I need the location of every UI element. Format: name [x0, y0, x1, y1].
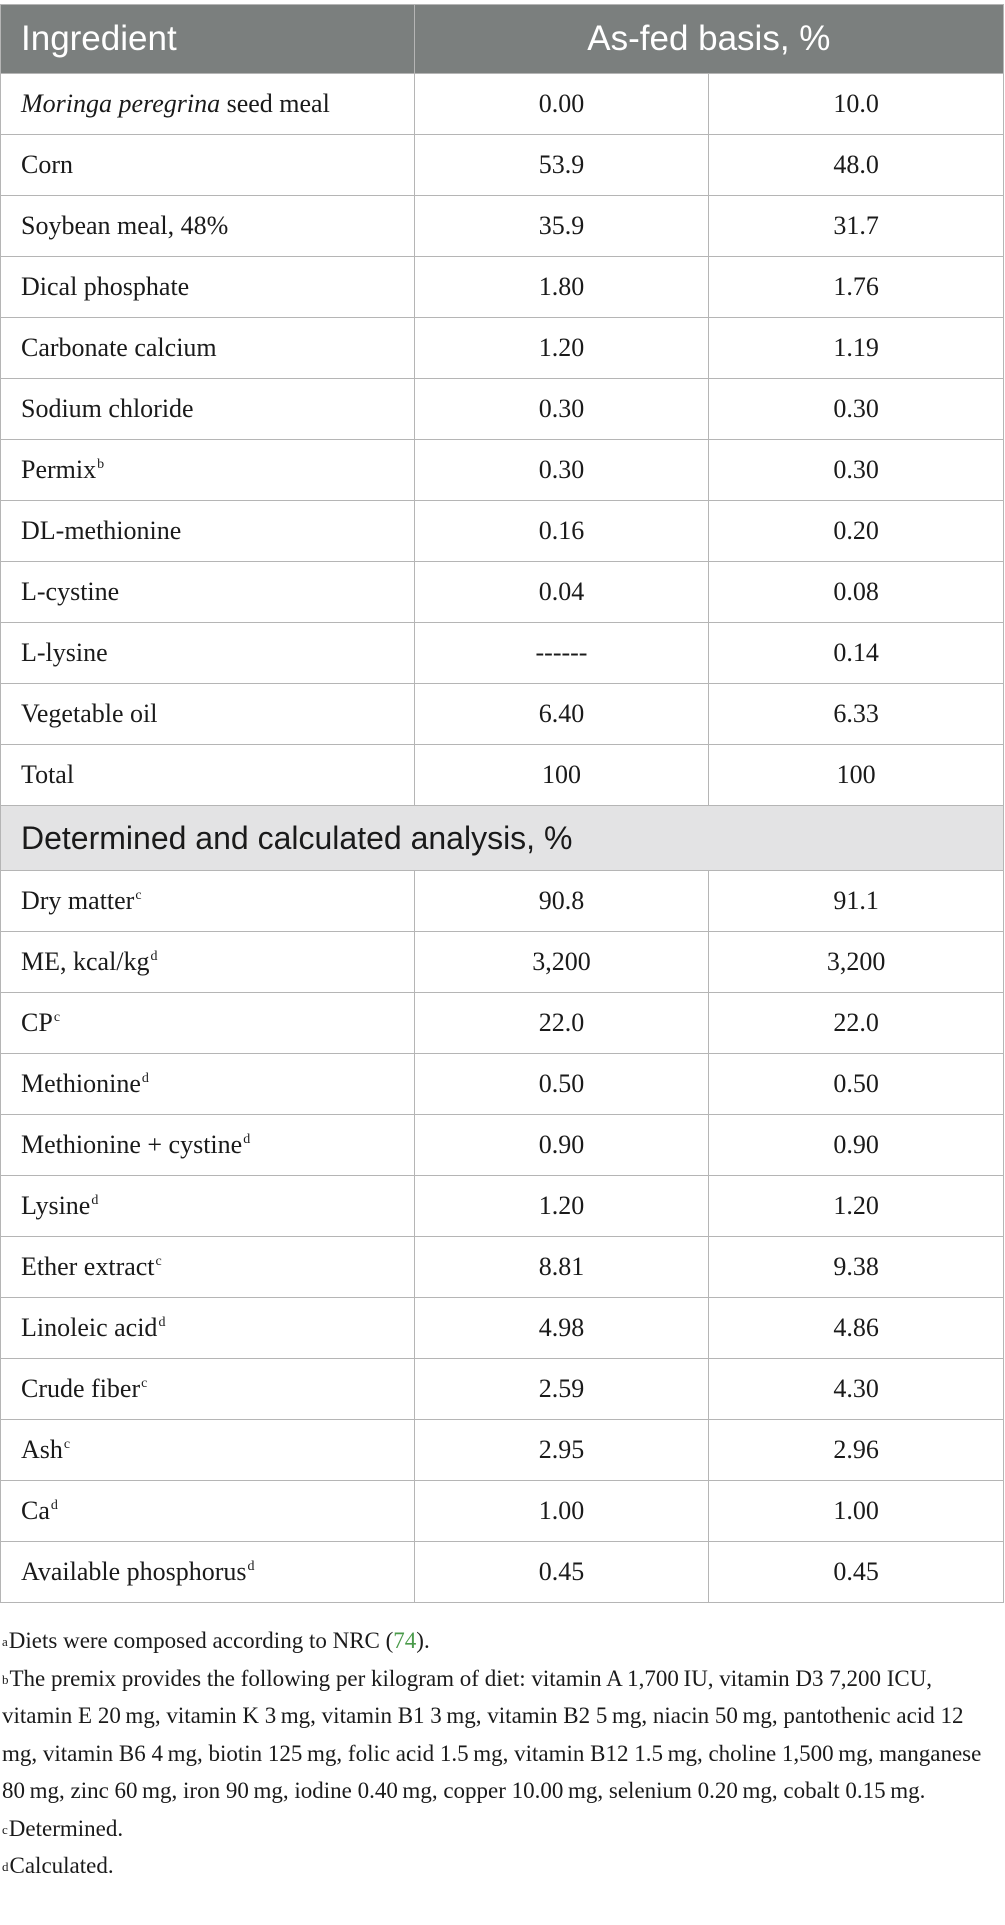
footnote-marker: b [97, 457, 105, 472]
row-label [1, 684, 415, 745]
row-label-text: Vegetable oil [21, 699, 158, 728]
row-value-1: 90.8 [414, 871, 709, 932]
table-row [1, 1420, 1004, 1481]
footnote-marker: d [91, 1193, 99, 1208]
row-label-text: Available phosphorus [21, 1557, 247, 1586]
footnote-d [2, 1847, 992, 1885]
analysis-body [1, 871, 1004, 1603]
footnote-text: Calculated. [9, 1853, 114, 1878]
row-label-text: Methionine + cystine [21, 1130, 243, 1159]
row-label-text: Crude fiber [21, 1374, 141, 1403]
row-value-2: 3,200 [709, 932, 1004, 993]
table-row [1, 1542, 1004, 1603]
row-label-text: ME, kcal/kg [21, 947, 150, 976]
row-label-text: Methionine [21, 1069, 141, 1098]
row-label-text: Dry matter [21, 886, 135, 915]
row-label [1, 135, 415, 196]
table-row [1, 74, 1004, 135]
row-label [1, 623, 415, 684]
row-label [1, 1176, 415, 1237]
row-value-2: 4.30 [709, 1359, 1004, 1420]
row-label [1, 1359, 415, 1420]
ingredients-body [1, 74, 1004, 806]
reference-link[interactable]: 74 [393, 1628, 417, 1653]
row-value-2: 0.14 [709, 623, 1004, 684]
table-row [1, 257, 1004, 318]
row-label [1, 562, 415, 623]
table-row [1, 1359, 1004, 1420]
row-label [1, 440, 415, 501]
footnote-mark: b [2, 1671, 9, 1687]
footnotes [2, 1622, 992, 1885]
row-label [1, 1298, 415, 1359]
footnote-marker: c [53, 1010, 61, 1025]
row-value-1: 1.80 [414, 257, 709, 318]
row-value-2: 100 [709, 745, 1004, 806]
table-row [1, 440, 1004, 501]
footnote-marker: d [158, 1315, 166, 1330]
row-value-1: 4.98 [414, 1298, 709, 1359]
row-label [1, 74, 415, 135]
table-row [1, 379, 1004, 440]
row-value-1: 0.16 [414, 501, 709, 562]
row-label-text: Sodium chloride [21, 394, 194, 423]
row-value-1: 3,200 [414, 932, 709, 993]
row-value-2: 0.90 [709, 1115, 1004, 1176]
row-label-text: Ca [21, 1496, 50, 1525]
table-row [1, 623, 1004, 684]
footnote-marker: d [141, 1071, 149, 1086]
row-value-2: 1.19 [709, 318, 1004, 379]
table-row [1, 1115, 1004, 1176]
row-label-text: Corn [21, 150, 73, 179]
row-value-1: 1.00 [414, 1481, 709, 1542]
footnote-text: Determined. [8, 1815, 124, 1841]
row-label [1, 379, 415, 440]
row-label-text: CP [21, 1008, 53, 1037]
row-value-2: 2.96 [709, 1420, 1004, 1481]
row-value-2: 9.38 [709, 1237, 1004, 1298]
row-label [1, 1054, 415, 1115]
row-value-1: 0.45 [414, 1542, 709, 1603]
table-row [1, 1481, 1004, 1542]
row-label [1, 993, 415, 1054]
row-label-text: Lysine [21, 1191, 91, 1220]
row-value-2: 1.76 [709, 257, 1004, 318]
table-row [1, 196, 1004, 257]
footnote-b [2, 1660, 992, 1810]
row-label [1, 196, 415, 257]
row-value-1: 0.30 [414, 379, 709, 440]
row-value-2: 1.20 [709, 1176, 1004, 1237]
diet-composition-table [0, 4, 1004, 1603]
row-value-1: 22.0 [414, 993, 709, 1054]
table-row [1, 932, 1004, 993]
table-row [1, 562, 1004, 623]
row-value-2: 6.33 [709, 684, 1004, 745]
footnote-text: The premix provides the following per kilogram of diet: vitamin A 1,700 IU, vitamin D3 7,200 ICU, vitamin E 20 mg, vitamin K 3 mg, vitamin B1 3 mg, vitamin B2 5 mg, niacin 50 mg, pantothenic acid 12 mg, vitamin B6 4 mg, biotin 125 mg, folic acid 1.5 mg, vitamin B12 1.5 mg, choline 1,500 mg, manganese 80 mg, zinc 60 mg, iron 90 mg, iodine 0.40 mg, copper 10.00 mg, selenium 0.20 mg, cobalt 0.15 mg. [2, 1665, 982, 1803]
footnote-marker: c [155, 1254, 162, 1269]
row-value-2: 0.08 [709, 562, 1004, 623]
row-value-1: 0.30 [414, 440, 709, 501]
footnote-mark: a [2, 1634, 8, 1649]
row-label [1, 318, 415, 379]
footnote-marker: d [247, 1559, 255, 1574]
row-label-italic: Moringa peregrina [21, 89, 221, 118]
table-row [1, 871, 1004, 932]
row-value-1: 2.59 [414, 1359, 709, 1420]
table-row [1, 318, 1004, 379]
row-label-text: Linoleic acid [21, 1313, 158, 1342]
footnote-marker: d [150, 949, 158, 964]
row-value-1: 0.00 [414, 74, 709, 135]
footnote-marker: d [50, 1498, 58, 1513]
row-value-1: 0.04 [414, 562, 709, 623]
row-value-2: 0.30 [709, 440, 1004, 501]
row-value-1: ------ [414, 623, 709, 684]
footnote-c [2, 1810, 992, 1848]
table-header-row [1, 5, 1004, 74]
row-label-text: DL-methionine [21, 516, 182, 545]
row-value-1: 1.20 [414, 1176, 709, 1237]
row-value-1: 1.20 [414, 318, 709, 379]
row-label [1, 1481, 415, 1542]
row-value-1: 0.50 [414, 1054, 709, 1115]
footnote-marker: c [63, 1437, 71, 1452]
footnote-marker: c [141, 1376, 148, 1391]
row-label-text: Ash [21, 1435, 63, 1464]
header-as-fed-basis: As-fed basis, % [414, 5, 1003, 74]
row-value-2: 4.86 [709, 1298, 1004, 1359]
row-label [1, 501, 415, 562]
row-label [1, 1237, 415, 1298]
footnote-text: Diets were composed according to NRC ( [8, 1628, 394, 1653]
table-row [1, 1237, 1004, 1298]
row-value-2: 91.1 [709, 871, 1004, 932]
footnote-tail: ). [416, 1628, 430, 1653]
row-label-text: Ether extract [21, 1252, 155, 1281]
table-row [1, 1298, 1004, 1359]
row-value-1: 100 [414, 745, 709, 806]
row-label [1, 745, 415, 806]
row-label [1, 932, 415, 993]
row-value-2: 0.45 [709, 1542, 1004, 1603]
row-value-2: 48.0 [709, 135, 1004, 196]
row-value-1: 2.95 [414, 1420, 709, 1481]
footnote-marker: d [243, 1132, 251, 1147]
row-label-text: Soybean meal, 48% [21, 211, 229, 240]
row-value-2: 10.0 [709, 74, 1004, 135]
header-ingredient: Ingredient [1, 5, 415, 74]
row-value-2: 22.0 [709, 993, 1004, 1054]
row-label [1, 1115, 415, 1176]
row-value-1: 0.90 [414, 1115, 709, 1176]
row-label-text: Permix [21, 455, 97, 484]
row-label [1, 871, 415, 932]
row-label-text: Total [21, 760, 75, 789]
footnote-mark: c [2, 1821, 8, 1837]
table-row [1, 501, 1004, 562]
footnote-marker: c [135, 888, 142, 903]
row-value-2: 1.00 [709, 1481, 1004, 1542]
row-label [1, 1542, 415, 1603]
footnote-a [2, 1622, 992, 1660]
row-value-1: 6.40 [414, 684, 709, 745]
row-label [1, 1420, 415, 1481]
table-row [1, 1176, 1004, 1237]
row-label-text: Dical phosphate [21, 272, 190, 301]
footnote-mark: d [2, 1859, 9, 1874]
row-value-1: 35.9 [414, 196, 709, 257]
table-row [1, 135, 1004, 196]
row-label-text: L-cystine [21, 577, 120, 606]
row-value-2: 0.20 [709, 501, 1004, 562]
table-row [1, 684, 1004, 745]
row-value-2: 0.50 [709, 1054, 1004, 1115]
row-value-1: 8.81 [414, 1237, 709, 1298]
row-value-1: 53.9 [414, 135, 709, 196]
row-label [1, 257, 415, 318]
table-row [1, 993, 1004, 1054]
row-label-text: Carbonate calcium [21, 333, 217, 362]
section-title: Determined and calculated analysis, % [1, 806, 1004, 871]
row-value-2: 0.30 [709, 379, 1004, 440]
row-value-2: 31.7 [709, 196, 1004, 257]
table-row [1, 1054, 1004, 1115]
section-row [1, 806, 1004, 871]
row-label-text: L-lysine [21, 638, 108, 667]
table-row [1, 745, 1004, 806]
row-label-text: seed meal [220, 89, 330, 118]
